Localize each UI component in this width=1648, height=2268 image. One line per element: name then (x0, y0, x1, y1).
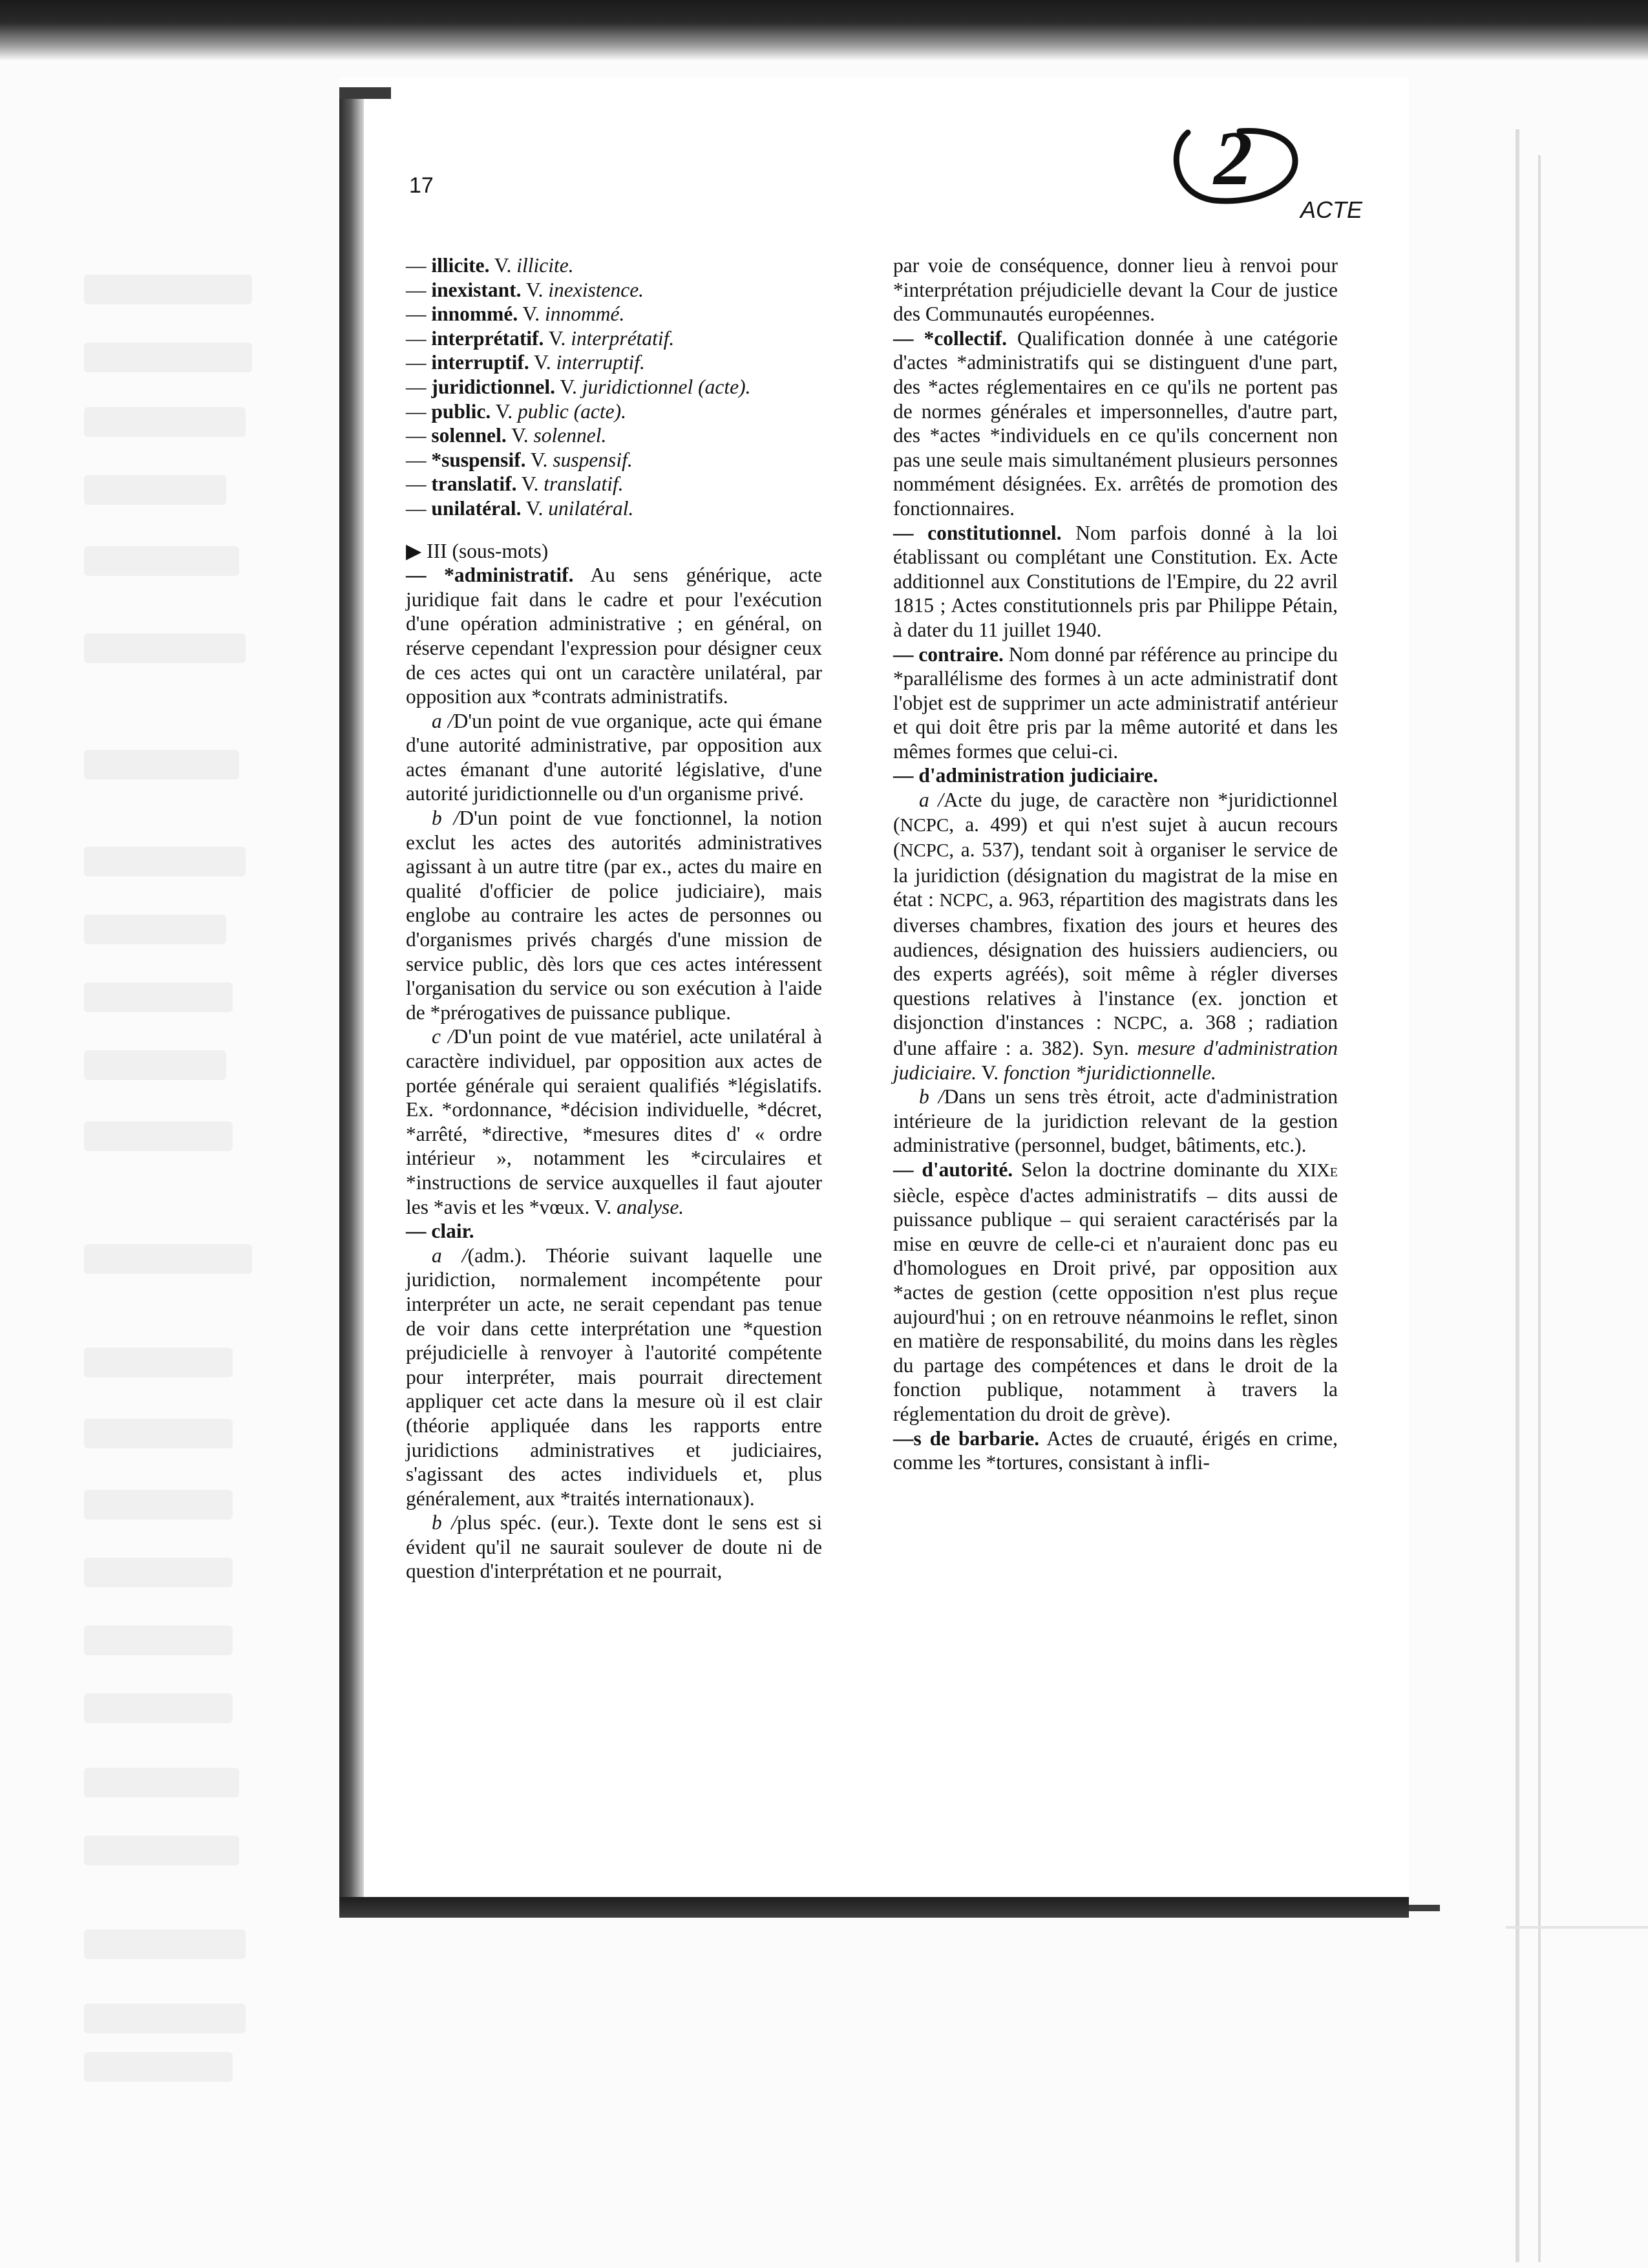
cross-ref-target: interruptif. (556, 351, 645, 374)
underlying-line (84, 1768, 239, 1797)
entry-text: Acte du juge, de caractère non *juridictionnel ( (893, 789, 1338, 836)
entry-subsense (406, 1510, 822, 1584)
entry-text: , a. 499) et qui n'est sujet à aucun recours ( (893, 812, 1338, 862)
subsense-label: c / (432, 1025, 454, 1048)
entry-text: (adm.). Théorie suivant laquelle une juridiction, normalement incompétente pour interpréter un acte, ne serait cependant pas tenue de voir dans cette interprétation une *question préjudicielle à renvoyer à l'autorité compétente pour interpréter, mais pourrait directement appliquer cet acte dans la mesure où il est clair (théorie appliquée dans les rapports entre juridictions administratives et judiciaires, s'agissant des actes individuels et, plus généralement, aux *traités internationaux). (406, 1244, 822, 1510)
cross-ref-entry: — innommé. V. innommé. (406, 302, 625, 326)
section-heading (406, 539, 822, 564)
cross-ref-term: translatif. (431, 472, 517, 496)
entry-text: plus spéc. (eur.). Texte dont le sens est si évident qu'il ne saurait soulever de doute ni de question d'interprétation et ne pourrait, (406, 1511, 822, 1583)
entry-text: , a. 368 ; radiation d'une affaire : a. 382). Syn. (893, 1011, 1338, 1059)
underlying-line (84, 475, 226, 505)
underlying-line (84, 343, 252, 372)
entry-continuation: par voie de conséquence, donner lieu à renvoi pour *interprétation préjudicielle devant la Cour de justice des Communautés européennes. (893, 254, 1338, 326)
cross-ref-term: interprétatif. (431, 326, 544, 350)
entry-clair (406, 1219, 822, 1244)
underlying-line (84, 1558, 233, 1587)
code-abbrev: NCPC (900, 840, 949, 862)
entry-text: Qualification donnée à une catégorie d'actes *administratifs qui se distinguent d'une part, des *actes réglementaires en ce qu'ils ne portent pas de normes générales et impersonnelles, d'autre part, des *actes *individuels en ce qu'ils concernent non pas une seule mais simultanément plusieurs personnes nommément désignées. Ex. arrêtés de promotion des fonctionnaires. (893, 326, 1338, 520)
triangle-bullet-icon: ▶ (406, 539, 422, 562)
code-abbrev: NCPC (1113, 1013, 1163, 1034)
cross-ref-target: fonction *juridictionnelle. (1003, 1061, 1216, 1084)
running-head: ACTE (1300, 196, 1363, 223)
cross-ref-entry: — juridictionnel. V. juridictionnel (acte). (406, 375, 751, 398)
underlying-line (84, 1693, 233, 1723)
cross-ref-term: solennel. (431, 424, 507, 447)
subsense-label: a / (432, 709, 454, 732)
entry-text: , a. 537), tendant soit à organiser le service de la juridiction (désignation du magistrat de la mise en état : (893, 838, 1338, 911)
underlying-line (84, 1419, 233, 1448)
entry-subsense (893, 1085, 1338, 1158)
underlying-line (84, 275, 252, 304)
entry-administration-judiciaire (893, 763, 1338, 788)
entry-headword: — constitutionnel. (893, 521, 1062, 544)
entry-text: Selon la doctrine dominante du (1021, 1158, 1289, 1181)
code-abbrev: NCPC (900, 814, 949, 836)
cross-ref-target: solennel. (533, 424, 607, 447)
underlying-line (84, 750, 239, 779)
underlying-line (84, 1929, 246, 1959)
page-edge (1506, 1926, 1648, 1929)
cross-ref-term: public. (431, 399, 491, 423)
subsense-label: a / (919, 789, 944, 812)
entry-administratif (406, 563, 822, 709)
entry-collectif (893, 326, 1338, 521)
entry-text: V. (981, 1061, 999, 1084)
cross-ref-entry: — translatif. V. translatif. (406, 472, 624, 496)
entry-barbarie (893, 1426, 1338, 1475)
subsense-label: b / (432, 807, 460, 830)
entry-text: Nom donné par référence au principe du *parallélisme des formes à un acte administratif dont l'objet est de supprimer un acte administratif antérieur et qui doit être pris par la même autorité et dans les mêmes formes que celui-ci. (893, 642, 1338, 763)
subsense-label: b / (919, 1085, 944, 1108)
entry-text: Actes de cruauté, érigés en crime, comme les *tortures, consistant à infli- (893, 1426, 1338, 1474)
entry-text: , a. 963, répartition des magistrats dans les diverses chambres, fixation des jours et heures des audiences, désignation des huissiers audienciers, ou des experts agréés), soit même à régler diverses questions relatives à l'instance (ex. jonction et disjonction d'instances : (893, 888, 1338, 1034)
underlying-line (84, 1050, 226, 1080)
cross-ref-target: juridictionnel (acte). (582, 375, 751, 398)
cross-ref-entry: — unilatéral. V. unilatéral. (406, 496, 634, 520)
scanner-shadow (0, 0, 1648, 61)
entry-subsense (406, 1244, 822, 1511)
handwritten-circle-mark (1168, 120, 1304, 210)
right-column (893, 253, 1338, 1475)
entry-headword: —s de barbarie. (893, 1426, 1040, 1450)
entry-text: Dans un sens très étroit, acte d'administration intérieure de la juridiction relevant de la gestion administrative (personnel, budget, bâtiments, etc.). (893, 1085, 1338, 1157)
code-abbrev: NCPC (939, 890, 989, 911)
entry-text: D'un point de vue fonctionnel, la notion exclut les actes des autorités administratives agissant à un autre titre (par ex., actes du maire en qualité d'officier de police judiciaire), mais englobe au contraire les actes de personnes ou d'organismes privés chargés d'une mission de service public, dès lors que ces actes intéressent l'organisation du service ou son exécution à l'aide de *prérogatives de puissance publique. (406, 807, 822, 1024)
subsense-label: b / (432, 1511, 457, 1534)
entry-headword: — contraire. (893, 642, 1004, 666)
cross-ref-term: illicite. (431, 254, 490, 277)
page-number: 17 (409, 173, 434, 198)
cross-ref-target: suspensif. (553, 448, 633, 471)
cross-ref-entry: — public. V. public (acte). (406, 399, 626, 423)
underlying-line (84, 1490, 233, 1520)
underlying-line (84, 982, 233, 1012)
entry-headword: — d'autorité. (893, 1158, 1013, 1181)
cross-ref-target: interprétatif. (571, 326, 675, 350)
entry-subsense (406, 709, 822, 806)
cross-ref-term: unilatéral. (431, 496, 522, 520)
cross-ref-term: *suspensif. (431, 448, 526, 471)
underlying-line (84, 915, 226, 944)
copy-shadow-bottom (1409, 1905, 1440, 1911)
entry-text: Au sens générique, acte juridique fait dans le cadre et pour l'exécution d'une opération administrative ; en général, on réserve cependant l'expression pour désigner ceux de ces actes qui ont un caractère unilatéral, par opposition aux *contrats administratifs. (406, 564, 822, 708)
underlying-line (84, 1121, 233, 1151)
entry-text: siècle, espèce d'actes administratifs – dits aussi de puissance publique – qui seraient caractérisés par la mise en œuvre de celle-ci et n'auraient donc pas eu d'homologues en Droit privé, par opposition aux *actes de gestion (cette opposition n'est plus reçue aujourd'hui ; on en retrouve néanmoins le reflet, sinon en matière de responsabilité, du moins dans les règles du partage des compétences et dans le droit de la fonction publique, notamment à travers la réglementation du droit de grève). (893, 1183, 1338, 1425)
entry-contraire (893, 642, 1338, 764)
underlying-line (84, 546, 239, 576)
entry-subsense (406, 1024, 822, 1219)
entry-constitutionnel (893, 521, 1338, 642)
entry-subsense (406, 806, 822, 1024)
cross-ref-term: inexistant. (431, 278, 522, 301)
handwritten-mark-text: 2 (1214, 120, 1252, 201)
cross-ref-entry: — interruptif. V. interruptif. (406, 351, 645, 374)
cross-ref-entry: — interprétatif. V. interprétatif. (406, 326, 675, 350)
cross-ref-target: analyse. (617, 1195, 684, 1218)
copy-shadow-top (339, 87, 391, 99)
subsense-label: a / (432, 1244, 468, 1267)
synonym: mesure d'administration judiciaire. (893, 1037, 1338, 1084)
left-column (406, 253, 822, 1584)
entry-subsense (893, 788, 1338, 1085)
copy-shadow-bottom (339, 1897, 1409, 1918)
underlying-line (84, 1836, 239, 1865)
cross-ref-target: unilatéral. (548, 496, 634, 520)
entry-text: D'un point de vue organique, acte qui émane d'une autorité administrative, par opposition aux actes émanant d'une autorité législative, d'une autorité juridictionnelle ou d'un organisme privé. (406, 709, 822, 805)
entry-text: D'un point de vue matériel, acte unilatéral à caractère individuel, par opposition aux actes de portée générale qui seraient qualifiés *législatifs. Ex. *ordonnance, *décision individuelle, *décret, *arrêté, *directive, *mesures dites d' « ordre intérieur », notamment les *circulaires et *instructions de service auxquelles il faut ajouter les *avis et les *vœux. V. (406, 1025, 823, 1218)
underlying-line (84, 2052, 233, 2082)
cross-ref-target: public (acte). (518, 399, 626, 423)
underlying-line (84, 847, 246, 876)
underlying-line (84, 407, 246, 437)
entry-autorite (893, 1158, 1338, 1426)
entry-headword: — *administratif. (406, 564, 574, 587)
cross-ref-target: innommé. (545, 302, 625, 326)
cross-ref-entry: — illicite. V. illicite. (406, 254, 574, 277)
page-edge (1538, 155, 1541, 2262)
entry-text: Nom parfois donné à la loi établissant ou complétant une Constitution. Ex. Acte additionnel aux Constitutions de l'Empire, du 22 avril 1815 ; Actes constitutionnels pris par Philippe Pétain, à dater du 11 juillet 1940. (893, 521, 1338, 641)
underlying-line (84, 1626, 233, 1655)
underlying-line (84, 1348, 233, 1377)
underlying-line (84, 633, 246, 663)
cross-ref-term: innommé. (431, 302, 518, 326)
entry-headword: — clair. (406, 1220, 474, 1243)
cross-ref-term: juridictionnel. (431, 375, 556, 398)
entry-headword: — *collectif. (893, 326, 1008, 350)
cross-ref-target: illicite. (516, 254, 574, 277)
underlying-line (84, 2004, 246, 2033)
cross-ref-entry: — solennel. V. solennel. (406, 424, 607, 447)
cross-ref-entry: — inexistant. V. inexistence. (406, 278, 644, 301)
underlying-line (84, 1244, 252, 1274)
cross-ref-entry: — *suspensif. V. suspensif. (406, 448, 633, 471)
cross-ref-term: interruptif. (431, 351, 529, 374)
section-heading-text: III (sous-mots) (427, 539, 549, 562)
century-numeral: XIXe (1296, 1160, 1338, 1181)
page-edge (1516, 129, 1519, 2262)
entry-headword: — d'administration judiciaire. (893, 764, 1158, 787)
copy-shadow-left (339, 90, 364, 1907)
cross-ref-target: translatif. (544, 472, 624, 496)
cross-ref-target: inexistence. (548, 278, 644, 301)
